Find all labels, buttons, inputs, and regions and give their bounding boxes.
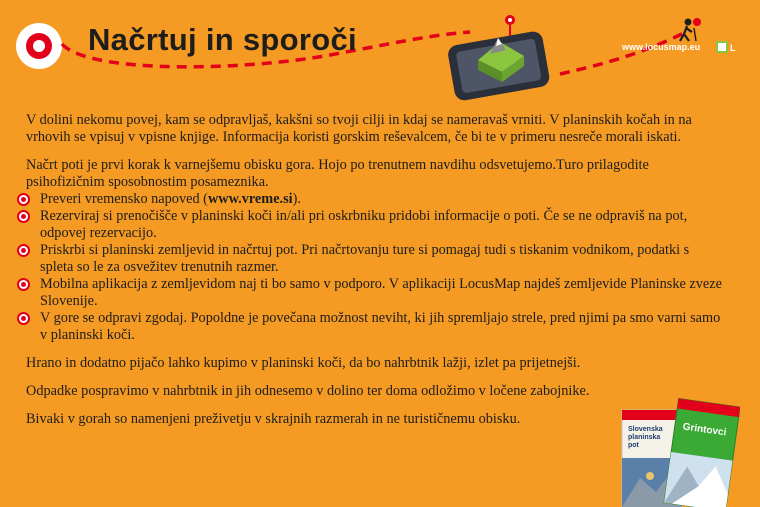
map-1-title: Slovenska planinska pot (628, 426, 663, 449)
map-booklets-image (620, 398, 740, 507)
bullet-marker-icon (17, 312, 30, 325)
weather-link[interactable]: www.vreme.si (207, 191, 293, 207)
bullet-marker-icon (17, 244, 30, 257)
map-2-title: Grintovci (682, 421, 728, 439)
bullet-marker-icon (17, 278, 30, 291)
tips-list (26, 191, 726, 344)
bullet-marker-icon (17, 193, 30, 206)
paragraph-waste: Odpadke pospravimo v nahrbtnik in jih odnesemo v dolino ter doma odložimo v ločene zabojnike. (26, 383, 590, 399)
paragraph-food: Hrano in dodatno pijačo lahko kupimo v planinski koči, da bo nahrbtnik lažji, izlet pa prijetnejši. (26, 355, 581, 371)
phone-map-icon (438, 12, 558, 104)
list-item: Preveri vremensko napoved (www.vreme.si). (26, 191, 726, 208)
paragraph-bivouac: Bivaki v gorah so namenjeni preživetju v skrajnih razmerah in ne turističnemu obisku. (26, 411, 521, 427)
list-item: Mobilna aplikacija z zemljevidom naj ti bo samo v podporo. V aplikaciji LocusMap najdeš zemljevide Planinske zveze Slovenije. (26, 276, 726, 310)
website-url[interactable]: www.locusmap.eu (622, 42, 701, 52)
svg-text:L: L (730, 43, 736, 53)
locus-logo-icon (716, 40, 746, 54)
list-item: V gore se odpravi zgodaj. Popoldne je povečana možnost neviht, ki jih spremljajo strele, pred njimi pa smo varni samo v planinski koči. (26, 310, 726, 344)
paragraph-plan: Načrt poti je prvi korak k varnejšemu obisku gora. Hojo po trenutnem navdihu odsvetujemo.Turo prilagodite psihofizičnim sposobnostim posameznika. (26, 157, 649, 190)
hiker-icon (672, 16, 702, 42)
main-content (26, 112, 726, 439)
list-item: Priskrbi si planinski zemljevid in načrtuj pot. Pri načrtovanju ture si pomagaj tudi s tiskanim vodnikom, podatki s spleta so le za osvežitev trenutnih razmer. (26, 242, 726, 276)
list-item: Rezerviraj si prenočišče v planinski koči in/ali pri oskrbniku pridobi informacije o poti. Če se ne odpraviš na pot, odpovej rezervacijo. (26, 208, 726, 242)
page-title: Načrtuj in sporoči (88, 22, 357, 57)
paragraph-inform: V dolini nekomu povej, kam se odpravljaš, kakšni so tvoji cilji in kdaj se nameravaš vrniti. V planinskih kočah in na vrhovih se vpisuj v vpisne knjige. Informacija koristi gorskim reševalcem, če bi te v primeru nesreče morali iskati. (26, 112, 692, 145)
bullet-marker-icon (17, 210, 30, 223)
